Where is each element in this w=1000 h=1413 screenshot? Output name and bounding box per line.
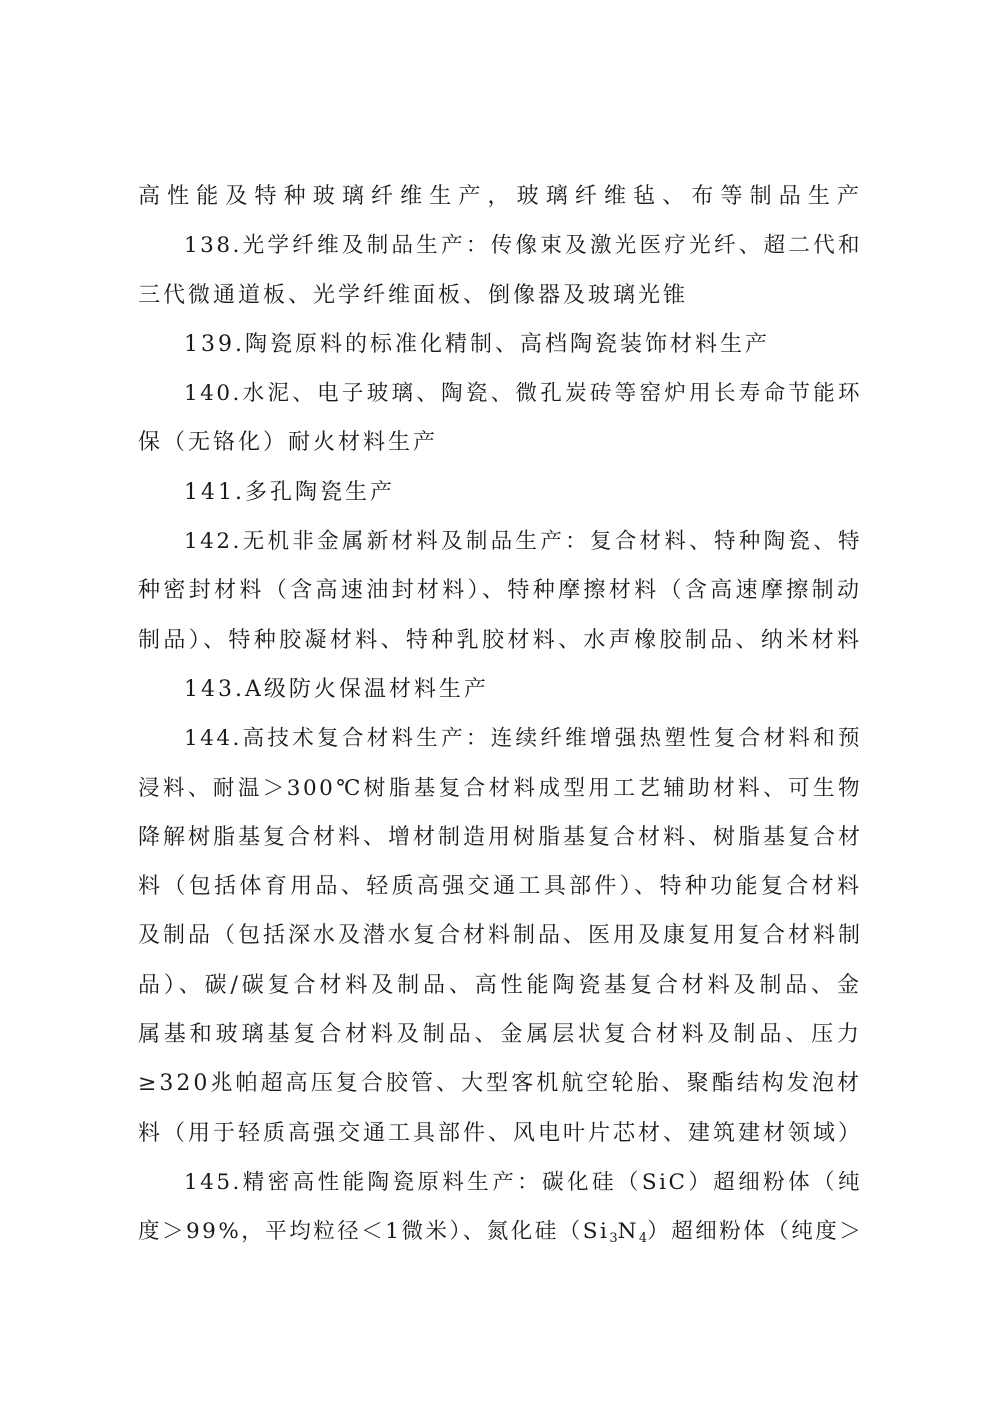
- subscript: 3: [609, 1231, 618, 1247]
- text-line: 142.无机非金属新材料及制品生产：复合材料、特种陶瓷、特: [184, 529, 862, 555]
- text-line: 高性能及特种玻璃纤维生产，玻璃纤维毡、布等制品生产: [138, 184, 862, 209]
- text-line: 保（无铬化）耐火材料生产: [138, 430, 439, 456]
- text-line: 属基和玻璃基复合材料及制品、金属层状复合材料及制品、压力: [138, 1022, 862, 1048]
- text-line: 料（包括体育用品、轻质高强交通工具部件）、特种功能复合材料: [138, 874, 862, 900]
- text-line: 140.水泥、电子玻璃、陶瓷、微孔炭砖等窑炉用长寿命节能环: [184, 381, 862, 407]
- text-line: 品）、碳/碳复合材料及制品、高性能陶瓷基复合材料及制品、金: [138, 972, 862, 998]
- text-line: 降解树脂基复合材料、增材制造用树脂基复合材料、树脂基复合材: [138, 824, 864, 850]
- text-line-with-formula: [138, 1207, 862, 1256]
- document-body: [138, 172, 862, 1257]
- text-line: 144.高技术复合材料生产：连续纤维增强热塑性复合材料和预: [184, 726, 862, 752]
- text-line: 三代微通道板、光学纤维面板、倒像器及玻璃光锥: [138, 282, 689, 308]
- text-line: 143.A级防火保温材料生产: [184, 676, 489, 702]
- text-segment: ）超细粉体（纯度＞: [647, 1219, 864, 1245]
- text-line: ≥320兆帕超高压复合胶管、大型客机航空轮胎、聚酯结构发泡材: [138, 1071, 862, 1097]
- text-line: 及制品（包括深水及潜水复合材料制品、医用及康复用复合材料制: [138, 923, 864, 949]
- text-line: 145.精密高性能陶瓷原料生产：碳化硅（SiC）超细粉体（纯: [184, 1169, 862, 1195]
- text-line: 料（用于轻质高强交通工具部件、风电叶片芯材、建筑建材领域）: [138, 1120, 864, 1146]
- subscript: 4: [638, 1231, 648, 1247]
- text-line: 138.光学纤维及制品生产：传像束及激光医疗光纤、超二代和: [184, 233, 862, 259]
- text-line: 浸料、耐温＞300℃树脂基复合材料成型用工艺辅助材料、可生物: [138, 775, 862, 801]
- text-line: 139.陶瓷原料的标准化精制、高档陶瓷装饰材料生产: [184, 331, 770, 357]
- text-segment: 度＞99%，平均粒径＜1微米）、氮化硅（Si: [138, 1219, 610, 1245]
- text-line: 制品）、特种胶凝材料、特种乳胶材料、水声橡胶制品、纳米材料: [138, 627, 862, 653]
- text-line: 种密封材料（含高速油封材料）、特种摩擦材料（含高速摩擦制动: [138, 578, 862, 604]
- text-line: 141.多孔陶瓷生产: [184, 479, 395, 505]
- text-segment: N: [617, 1219, 639, 1245]
